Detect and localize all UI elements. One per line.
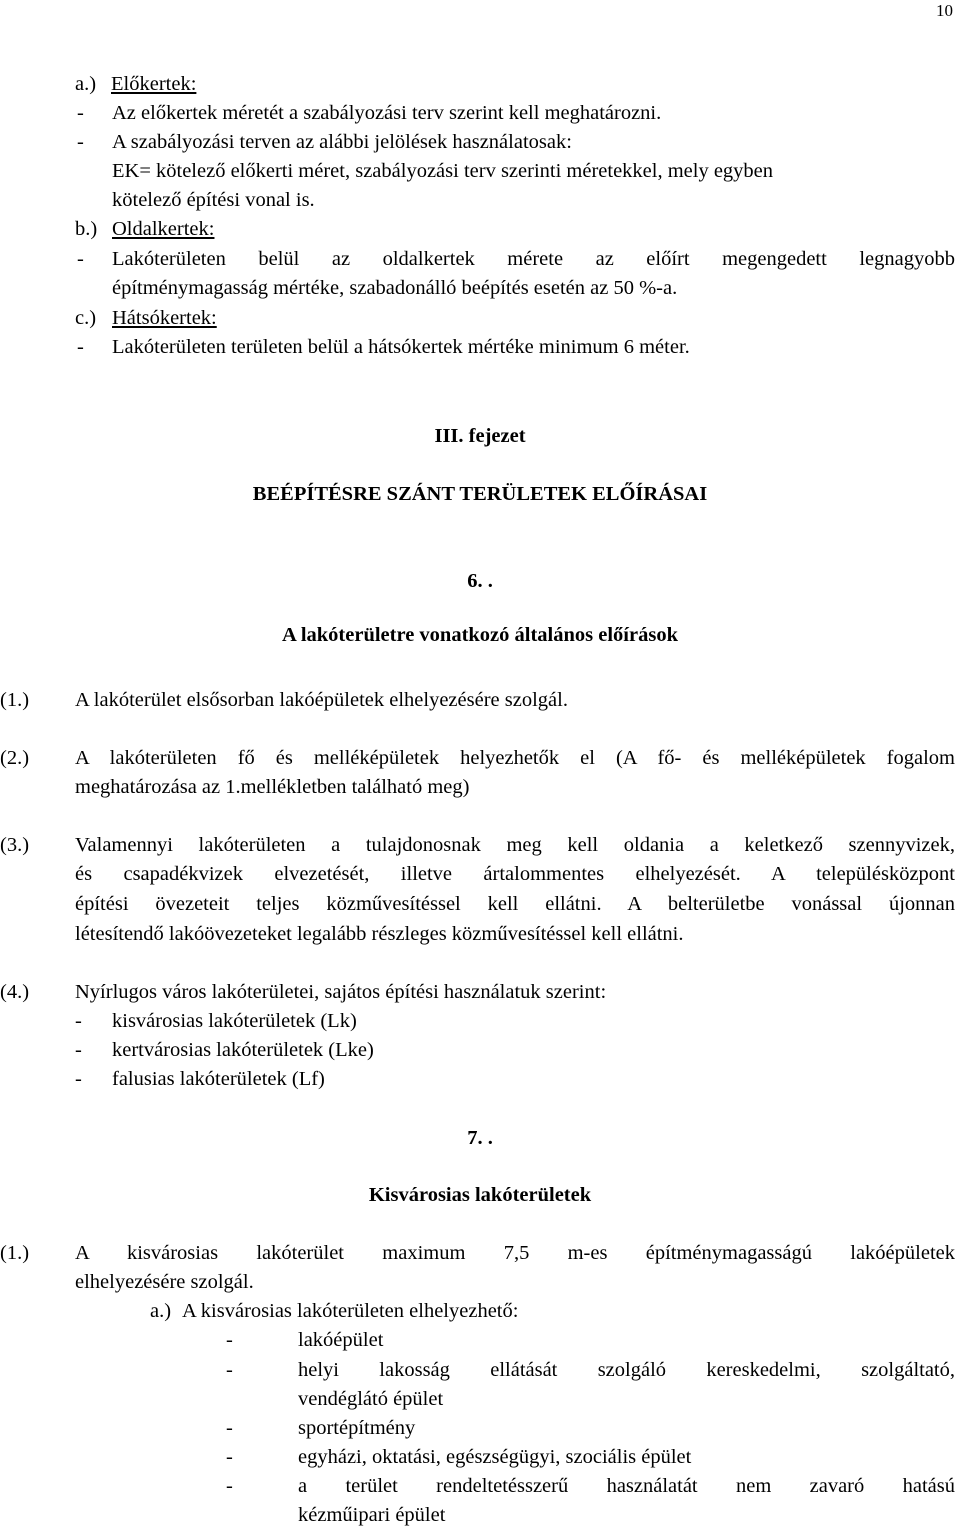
par6-p4-text: Nyírlugos város lakóterületei, sajátos építési használatuk szerint: bbox=[75, 981, 607, 1003]
section-a-item-2: A szabályozási terven az alábbi jelölések használatosak: bbox=[112, 131, 572, 153]
section-b-title: Oldalkertek: bbox=[112, 218, 215, 240]
section-a-ek-line-1: EK= kötelező előkerti méret, szabályozási terv szerinti méretekkel, mely egyben bbox=[112, 160, 774, 182]
par7-item-4: egyházi, oktatási, egészségügyi, szociális épület bbox=[298, 1446, 692, 1468]
dash: - bbox=[75, 1010, 82, 1032]
par7-sub-title: A kisvárosias lakóterületen elhelyezhető: bbox=[182, 1300, 519, 1322]
dash: - bbox=[77, 248, 84, 270]
par6-p4-item-2: kertvárosias lakóterületek (Lke) bbox=[112, 1039, 374, 1061]
section-b-label: b.) bbox=[75, 218, 98, 240]
dash: - bbox=[77, 102, 84, 124]
par6-p3-line-1: Valamennyi lakóterületen a tulajdonosnak meg kell oldania a keletkező szennyvizek, bbox=[75, 834, 955, 856]
section-a-item-1: Az előkertek méretét a szabályozási terv szerint kell meghatározni. bbox=[112, 102, 662, 124]
dash: - bbox=[226, 1359, 233, 1381]
par6-p3-line-3: építési övezeteit teljes közművesítéssel kell ellátni. A belterületbe vonással újonnan bbox=[75, 893, 955, 915]
par7-item-2: helyi lakosság ellátását szolgáló kereskedelmi, szolgáltató, bbox=[298, 1359, 955, 1381]
chapter-number: III. fejezet bbox=[434, 425, 526, 447]
dash: - bbox=[226, 1475, 233, 1497]
par7-item-1: lakóépület bbox=[298, 1329, 384, 1351]
par7-p1-line-2: elhelyezésére szolgál. bbox=[75, 1271, 254, 1293]
dash: - bbox=[75, 1039, 82, 1061]
section-b-item-line-1: Lakóterületen belül az oldalkertek mérete az előírt megengedett legnagyobb bbox=[112, 248, 955, 270]
par6-p2-number: (2.) bbox=[0, 747, 30, 769]
dash: - bbox=[75, 1068, 82, 1090]
par7-sub-label: a.) bbox=[150, 1300, 172, 1322]
par6-p4-number: (4.) bbox=[0, 981, 30, 1003]
section-c-label: c.) bbox=[75, 307, 97, 329]
par6-p4-item-3: falusias lakóterületek (Lf) bbox=[112, 1068, 325, 1090]
par6-p2-line-2: meghatározása az 1.mellékletben található meg) bbox=[75, 776, 470, 798]
dash: - bbox=[77, 131, 84, 153]
dash: - bbox=[226, 1329, 233, 1351]
dash: - bbox=[226, 1446, 233, 1468]
page-number: 10 bbox=[936, 1, 953, 20]
par6-p3-line-2: és csapadékvizek elvezetését, illetve ártalommentes elhelyezését. A településközpont bbox=[75, 863, 955, 885]
section-a-ek-line-2: kötelező építési vonal is. bbox=[112, 189, 315, 211]
par7-item-5-cont: kézműipari épület bbox=[298, 1504, 446, 1526]
par6-p1-text: A lakóterület elsősorban lakóépületek elhelyezésére szolgál. bbox=[75, 689, 568, 711]
paragraph-6-number: 6. . bbox=[467, 570, 493, 592]
par7-item-3: sportépítmény bbox=[298, 1417, 416, 1439]
par7-p1-line-1: A kisvárosias lakóterület maximum 7,5 m-es építménymagasságú lakóépületek bbox=[75, 1242, 955, 1264]
par6-p3-line-4: létesítendő lakóövezeteket legalább részleges közművesítéssel kell ellátni. bbox=[75, 923, 684, 945]
paragraph-7-title: Kisvárosias lakóterületek bbox=[368, 1184, 592, 1206]
chapter-title: BEÉPÍTÉSRE SZÁNT TERÜLETEK ELŐÍRÁSAI bbox=[252, 483, 708, 505]
paragraph-6-title: A lakóterületre vonatkozó általános előírások bbox=[282, 624, 678, 646]
section-c-title: Hátsókertek: bbox=[112, 307, 217, 329]
section-c-item: Lakóterületen területen belül a hátsókertek mértéke minimum 6 méter. bbox=[112, 336, 690, 358]
section-a-title: Előkertek: bbox=[111, 73, 197, 95]
par6-p3-number: (3.) bbox=[0, 834, 30, 856]
dash: - bbox=[226, 1417, 233, 1439]
par6-p4-item-1: kisvárosias lakóterületek (Lk) bbox=[112, 1010, 357, 1032]
par7-p1-number: (1.) bbox=[0, 1242, 30, 1264]
dash: - bbox=[77, 336, 84, 358]
par6-p2-line-1: A lakóterületen fő és melléképületek helyezhetők el (A fő- és melléképületek fogalom bbox=[75, 747, 955, 769]
section-a-label: a.) bbox=[75, 73, 97, 95]
par7-item-5: a terület rendeltetésszerű használatát nem zavaró hatású bbox=[298, 1475, 955, 1497]
par6-p1-number: (1.) bbox=[0, 689, 30, 711]
paragraph-7-number: 7. . bbox=[467, 1127, 493, 1149]
par7-item-2-cont: vendéglátó épület bbox=[298, 1388, 444, 1410]
section-b-item-line-2: építménymagasság mértéke, szabadonálló beépítés esetén az 50 %-a. bbox=[112, 277, 678, 299]
